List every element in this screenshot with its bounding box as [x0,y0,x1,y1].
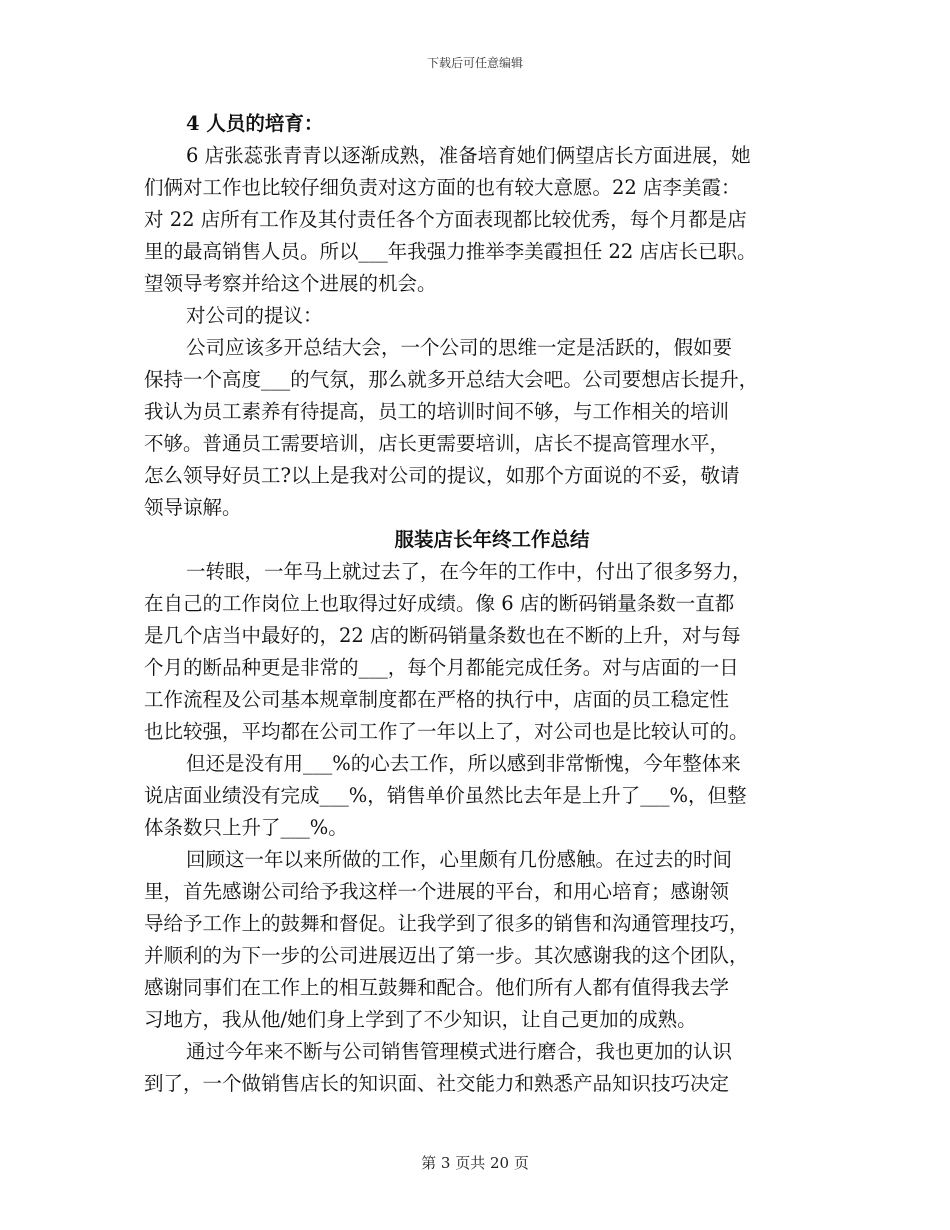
text-line: 但还是没有用___%的心去工作，所以感到非常惭愧，今年整体来 [186,752,741,775]
header-note: 下载后可任意编辑 [426,56,523,70]
text-line: 里的最高销售人员。所以___年我强力推举李美霞担任 22 店店长已职。 [144,240,757,263]
text-line: 在自己的工作岗位上也取得过好成绩。像 6 店的断码销量条数一直都 [144,592,735,615]
document-body [144,108,814,1100]
text-line: 说店面业绩没有完成___%，销售单价虽然比去年是上升了___%，但整 [144,784,747,807]
text-line: 习地方，我从他/她们身上学到了不少知识，让自己更加的成熟。 [144,1008,697,1031]
text-line: 保持一个高度___的气氛，那么就多开总结大会吧。公司要想店长提升， [144,368,759,391]
text-line: 回顾这一年以来所做的工作，心里颇有几份感触。在过去的时间 [186,848,733,871]
section-title: 服装店长年终工作总结 [394,528,590,551]
text-line: 望领导考察并给这个进展的机会。 [144,272,437,295]
text-line: 不够。普通员工需要培训，店长更需要培训，店长不提高管理水平， [144,432,730,455]
text-line: 怎么领导好员工?以上是我对公司的提议，如那个方面说的不妥，敬请 [144,464,740,487]
page-number: 第 3 页共 20 页 [421,1154,529,1172]
text-line: 6 店张蕊张青青以逐渐成熟，准备培育她们俩望店长方面进展，她 [186,144,751,167]
text-line: 对公司的提议： [186,304,323,327]
text-line: 也比较强，平均都在公司工作了一年以上了，对公司也是比较认可的。 [144,720,749,743]
text-line: 个月的断品种更是非常的___，每个月都能完成任务。对与店面的一日 [144,656,739,679]
text-line: 们俩对工作也比较仔细负责对这方面的也有较大意愿。22 店李美霞： [144,176,741,199]
text-line: 感谢同事们在工作上的相互鼓舞和配合。他们所有人都有值得我去学 [144,976,730,999]
text-line: 一转眼，一年马上就过去了，在今年的工作中，付出了很多努力， [186,560,752,583]
text-line: 我认为员工素养有待提高，员工的培训时间不够，与工作相关的培训 [144,400,730,423]
text-line: 对 22 店所有工作及其付责任各个方面表现都比较优秀，每个月都是店 [144,208,747,231]
text-line: 4 人员的培育： [186,112,324,135]
text-line: 到了，一个做销售店长的知识面、社交能力和熟悉产品知识技巧决定 [144,1072,730,1095]
text-line: 并顺利的为下一步的公司进展迈出了第一步。其次感谢我的这个团队， [144,944,749,967]
text-line: 通过今年来不断与公司销售管理模式进行磨合，我也更加的认识 [186,1040,733,1063]
text-line: 体条数只上升了___%。 [144,816,348,839]
text-line: 领导谅解。 [144,496,242,519]
text-line: 工作流程及公司基本规章制度都在严格的执行中，店面的员工稳定性 [144,688,730,711]
text-line: 里，首先感谢公司给予我这样一个进展的平台，和用心培育；感谢领 [144,880,730,903]
text-line: 导给予工作上的鼓舞和督促。让我学到了很多的销售和沟通管理技巧， [144,912,749,935]
text-line: 公司应该多开总结大会，一个公司的思维一定是活跃的，假如要 [186,336,733,359]
text-line: 是几个店当中最好的，22 店的断码销量条数也在不断的上升，对与每 [144,624,741,647]
